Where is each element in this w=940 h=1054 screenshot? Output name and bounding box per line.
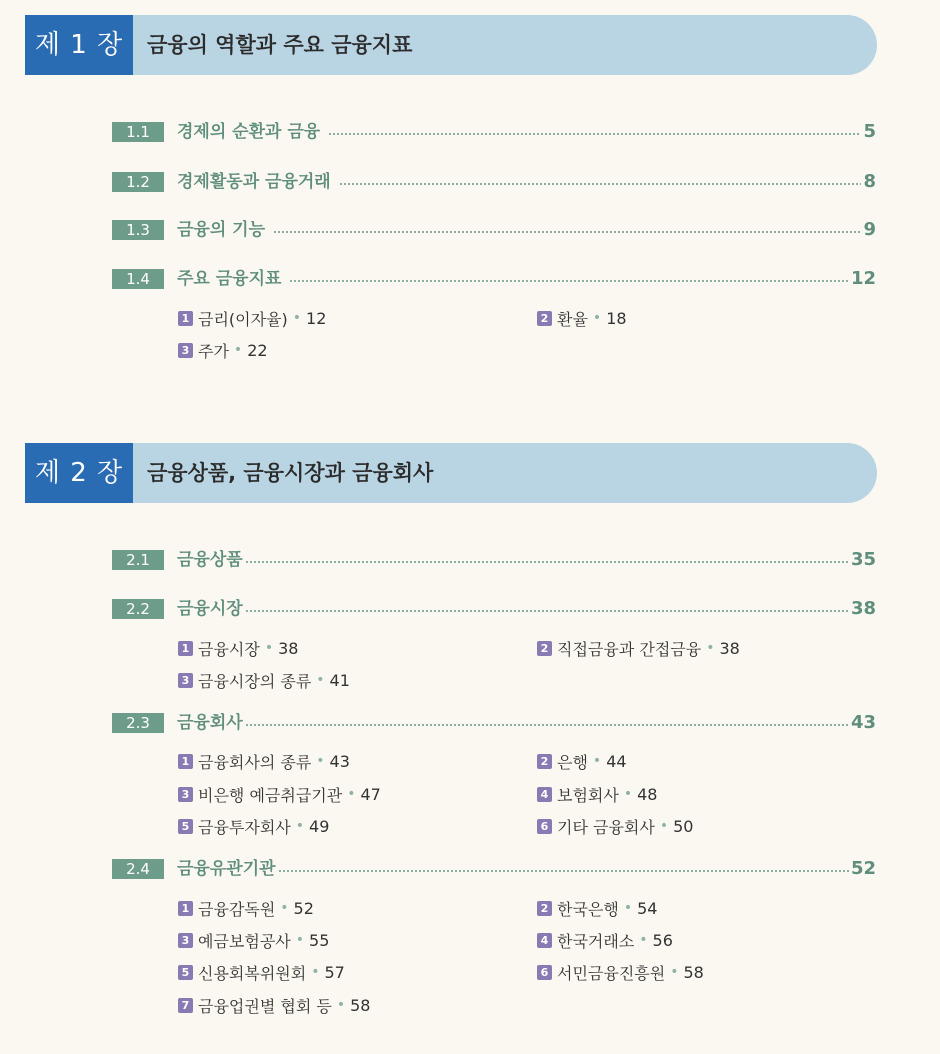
- toc-subentry[interactable]: [178, 815, 329, 837]
- section-page: 43: [850, 712, 876, 733]
- section-page: 5: [863, 121, 876, 142]
- section-number: 2.1: [112, 550, 164, 570]
- subsection-badge: 3: [178, 787, 193, 802]
- bullet-dot: •: [639, 932, 648, 948]
- subsection-badge: 3: [178, 673, 193, 688]
- subsection-title: 주가: [198, 341, 229, 361]
- section-number: 1.3: [112, 220, 164, 240]
- toc-subentry[interactable]: [537, 750, 627, 772]
- dot-leader: [245, 610, 849, 612]
- bullet-dot: •: [295, 932, 305, 948]
- bullet-dot: •: [316, 753, 325, 769]
- bullet-dot: •: [706, 640, 715, 656]
- subsection-title: 비은행 예금취급기관: [198, 785, 343, 805]
- bullet-dot: •: [292, 310, 302, 326]
- subsection-page: 48: [637, 784, 658, 804]
- bullet-dot: •: [233, 342, 243, 358]
- section-title: 금융상품: [177, 550, 243, 570]
- section-title: 금융유관기관: [177, 859, 276, 879]
- toc-subentry[interactable]: [537, 897, 657, 919]
- subsection-badge: 2: [537, 641, 552, 656]
- dot-leader: [273, 231, 861, 233]
- toc-entry-1-4[interactable]: [112, 267, 876, 291]
- section-page: 38: [850, 598, 876, 619]
- subsection-title: 한국거래소: [557, 931, 635, 951]
- bullet-dot: •: [295, 818, 305, 834]
- subsection-title: 금융회사의 종류: [198, 752, 312, 772]
- subsection-badge: 4: [537, 787, 552, 802]
- subsection-page: 52: [293, 898, 314, 918]
- subsection-title: 금융시장의 종류: [198, 671, 312, 691]
- subsection-badge: 7: [178, 998, 193, 1013]
- toc-subentry[interactable]: [537, 637, 740, 659]
- dot-leader: [245, 561, 849, 563]
- toc-subentry[interactable]: [178, 750, 350, 772]
- bullet-dot: •: [659, 818, 669, 834]
- subsection-page: 44: [606, 751, 627, 771]
- subsection-badge: 1: [178, 754, 193, 769]
- section-page: 35: [850, 549, 876, 570]
- subsection-badge: 1: [178, 311, 193, 326]
- toc-subentry[interactable]: [178, 307, 326, 329]
- chapter-label: 제 2 장: [25, 443, 133, 503]
- section-title: 금융회사: [177, 713, 243, 733]
- chapter-title: 금융의 역할과 주요 금융지표: [147, 33, 413, 57]
- toc-subentry[interactable]: [178, 961, 345, 983]
- toc-entry-2-3[interactable]: [112, 711, 876, 735]
- subsection-title: 금융업권별 협회 등: [198, 996, 332, 1016]
- subsection-page: 58: [350, 995, 371, 1015]
- chapter-label: 제 1 장: [25, 15, 133, 75]
- subsection-page: 22: [247, 340, 268, 360]
- section-page: 52: [850, 858, 876, 879]
- toc-entry-1-1[interactable]: [112, 120, 876, 144]
- subsection-page: 41: [329, 670, 350, 690]
- section-page: 12: [850, 268, 876, 289]
- subsection-badge: 2: [537, 754, 552, 769]
- toc-subentry[interactable]: [178, 929, 329, 951]
- subsection-page: 47: [360, 784, 381, 804]
- subsection-page: 43: [329, 751, 350, 771]
- subsection-title: 금융투자회사: [198, 817, 291, 837]
- toc-subentry[interactable]: [537, 783, 657, 805]
- toc-entry-1-3[interactable]: [112, 218, 876, 242]
- dot-leader: [289, 280, 848, 282]
- subsection-page: 49: [309, 816, 330, 836]
- chapter-2-header: [25, 443, 877, 503]
- dot-leader: [278, 870, 849, 872]
- subsection-badge: 1: [178, 641, 193, 656]
- bullet-dot: •: [280, 900, 289, 916]
- subsection-badge: 3: [178, 933, 193, 948]
- toc-subentry[interactable]: [537, 307, 627, 329]
- dot-leader: [339, 183, 862, 185]
- section-title: 경제의 순환과 금융: [177, 122, 321, 142]
- subsection-page: 56: [652, 930, 673, 950]
- section-page: 8: [863, 171, 876, 192]
- subsection-page: 38: [278, 638, 299, 658]
- subsection-badge: 5: [178, 819, 193, 834]
- bullet-dot: •: [670, 964, 679, 980]
- subsection-title: 은행: [557, 752, 588, 772]
- toc-subentry[interactable]: [178, 897, 314, 919]
- toc-subentry[interactable]: [178, 994, 370, 1016]
- subsection-page: 18: [606, 308, 627, 328]
- section-number: 1.2: [112, 172, 164, 192]
- toc-entry-2-1[interactable]: [112, 548, 876, 572]
- toc-entry-2-4[interactable]: [112, 857, 876, 881]
- subsection-page: 58: [683, 962, 704, 982]
- bullet-dot: •: [347, 786, 356, 802]
- subsection-badge: 3: [178, 343, 193, 358]
- subsection-page: 55: [309, 930, 330, 950]
- subsection-title: 신용회복위원회: [198, 963, 307, 983]
- subsection-badge: 5: [178, 965, 193, 980]
- section-number: 1.4: [112, 269, 164, 289]
- subsection-title: 금융감독원: [198, 899, 276, 919]
- section-number: 2.4: [112, 859, 164, 879]
- section-number: 2.2: [112, 599, 164, 619]
- chapter-1-header: [25, 15, 877, 75]
- section-number: 2.3: [112, 713, 164, 733]
- subsection-title: 한국은행: [557, 899, 619, 919]
- subsection-title: 서민금융진흥원: [557, 963, 666, 983]
- subsection-title: 금융시장: [198, 639, 260, 659]
- subsection-badge: 4: [537, 933, 552, 948]
- subsection-badge: 6: [537, 819, 552, 834]
- chapter-title: 금융상품, 금융시장과 금융회사: [147, 461, 434, 485]
- subsection-page: 54: [637, 898, 658, 918]
- dot-leader: [245, 724, 849, 726]
- section-page: 9: [863, 219, 876, 240]
- section-title: 금융시장: [177, 599, 243, 619]
- subsection-title: 환율: [557, 309, 588, 329]
- toc-subentry[interactable]: [537, 815, 693, 837]
- subsection-page: 50: [673, 816, 694, 836]
- bullet-dot: •: [316, 672, 325, 688]
- toc-subentry[interactable]: [537, 929, 673, 951]
- bullet-dot: •: [592, 753, 602, 769]
- subsection-page: 57: [324, 962, 345, 982]
- bullet-dot: •: [311, 964, 320, 980]
- dot-leader: [328, 133, 861, 135]
- toc-subentry[interactable]: [178, 783, 381, 805]
- subsection-title: 예금보험공사: [198, 931, 291, 951]
- section-number: 1.1: [112, 122, 164, 142]
- bullet-dot: •: [592, 310, 602, 326]
- subsection-badge: 6: [537, 965, 552, 980]
- toc-entry-1-2[interactable]: [112, 170, 876, 194]
- subsection-title: 기타 금융회사: [557, 817, 655, 837]
- subsection-title: 직접금융과 간접금융: [557, 639, 702, 659]
- subsection-badge: 1: [178, 901, 193, 916]
- toc-subentry[interactable]: [537, 961, 704, 983]
- bullet-dot: •: [623, 786, 633, 802]
- toc-subentry[interactable]: [178, 669, 350, 691]
- subsection-page: 12: [306, 308, 327, 328]
- toc-subentry[interactable]: [178, 339, 268, 361]
- toc-subentry[interactable]: [178, 637, 298, 659]
- subsection-page: 38: [719, 638, 740, 658]
- bullet-dot: •: [623, 900, 633, 916]
- subsection-title: 금리(이자율): [198, 309, 288, 329]
- subsection-badge: 2: [537, 311, 552, 326]
- section-title: 경제활동과 금융거래: [177, 172, 331, 192]
- subsection-badge: 2: [537, 901, 552, 916]
- toc-entry-2-2[interactable]: [112, 597, 876, 621]
- bullet-dot: •: [336, 997, 346, 1013]
- bullet-dot: •: [264, 640, 274, 656]
- section-title: 금융의 기능: [177, 220, 266, 240]
- subsection-title: 보험회사: [557, 785, 619, 805]
- section-title: 주요 금융지표: [177, 269, 282, 289]
